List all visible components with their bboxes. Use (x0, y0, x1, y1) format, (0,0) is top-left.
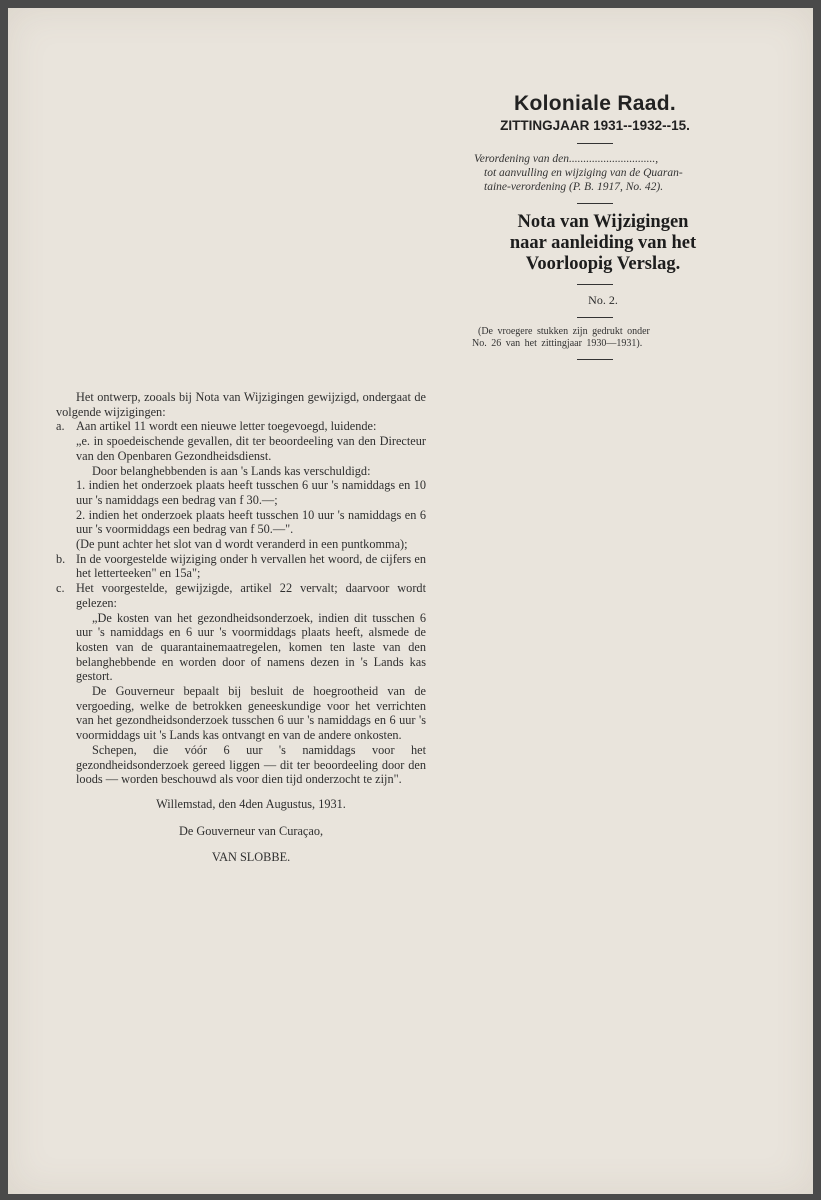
item-text: In de voorgestelde wijziging onder h vervallen het woord, de cijfers en het letterteeken" en 15a"; (76, 551, 426, 581)
ordinance-line: tot aanvulling en wijziging van de Quaran- (484, 167, 683, 179)
paragraph: 1. indien het onderzoek plaats heeft tusschen 6 uur 's namiddags en 10 uur 's namiddags een bedrag van f 30.—; (76, 478, 426, 507)
divider (577, 203, 613, 204)
ordinance-line: taine-verordening (P. B. 1917, No. 42). (484, 181, 664, 193)
nota-title-line: naar aanleiding van het (509, 233, 697, 253)
paragraph: 2. indien het onderzoek plaats heeft tusschen 10 uur 's namiddags en 6 uur 's voormiddags een bedrag van f 50.—". (76, 507, 426, 537)
signatory-title: De Gouverneur van Curaçao, (178, 823, 324, 838)
note-line: No. 26 van het zittingjaar 1930—1931). (472, 338, 643, 349)
place-date: Willemstad, den 4den Augustus, 1931. (156, 796, 346, 811)
item-label: c. (56, 581, 65, 596)
amendment-c (56, 581, 426, 610)
ordinance-line: Verordening van den.............................., (474, 153, 659, 165)
item-label: b. (56, 551, 66, 566)
signatory-name: VAN SLOBBE. (211, 850, 291, 865)
nota-title-line: Voorloopig Verslag. (525, 254, 681, 274)
document-page (8, 8, 813, 1194)
council-title: Koloniale Raad. (513, 92, 677, 115)
paragraph: „De kosten van het gezondheidsonderzoek, indien dit tusschen 6 uur 's namiddags en 6 uur 's voormiddags plaats heeft, alsmede de kosten van de quarantainemaatregelen, komen ten laste van den belanghebbende en worden door of namens dezen in 's Lands kas gestort. (76, 610, 426, 684)
document-body (56, 390, 426, 865)
divider (577, 317, 613, 318)
nota-title-line: Nota van Wijzigingen (517, 212, 689, 232)
document-header (460, 92, 730, 368)
nota-title (460, 212, 730, 275)
intro-paragraph: Het ontwerp, zooals bij Nota van Wijzigingen gewijzigd, ondergaat de volgende wijzigingen: (56, 390, 426, 419)
paragraph: De Gouverneur bepaalt bij besluit de hoegrootheid van de vergoeding, welke de betrokken geneeskundige voor het verrichten van het gezondheidsonderzoek tusschen 6 uur 's namiddags en 6 uur 's voormiddags uit 's Lands kas ontvangt en van de andere onkosten. (76, 684, 426, 743)
paragraph: Door belanghebbenden is aan 's Lands kas verschuldigd: (92, 463, 371, 478)
item-label: a. (56, 419, 65, 434)
divider (577, 284, 613, 285)
divider (577, 359, 613, 360)
note-line: (De vroegere stukken zijn gedrukt onder (478, 326, 650, 337)
amendment-b (56, 552, 426, 581)
session-year: ZITTINGJAAR 1931--1932--15. (500, 118, 690, 133)
ordinance-description (460, 152, 730, 194)
paragraph: (De punt achter het slot van d wordt veranderd in een puntkomma); (76, 537, 408, 552)
divider (577, 143, 613, 144)
previous-documents-note (460, 326, 730, 350)
amendment-a (56, 419, 426, 434)
quoted-text: „e. in spoedeischende gevallen, dit ter beoordeeling van den Directeur van den Openbaren Gezondheidsdienst. (76, 434, 426, 463)
item-text: Het voorgestelde, gewijzigde, artikel 22 vervalt; daarvoor wordt gelezen: (76, 581, 426, 610)
item-text: Aan artikel 11 wordt een nieuwe letter toegevoegd, luidende: (76, 419, 377, 434)
document-number: No. 2. (588, 293, 618, 307)
paragraph: Schepen, die vóór 6 uur 's namiddags voor het gezondheidsonderzoek gereed liggen — dit ter beoordeeling door den loods — worden beschouwd als voor dien tijd onderzocht te zijn". (76, 742, 426, 787)
